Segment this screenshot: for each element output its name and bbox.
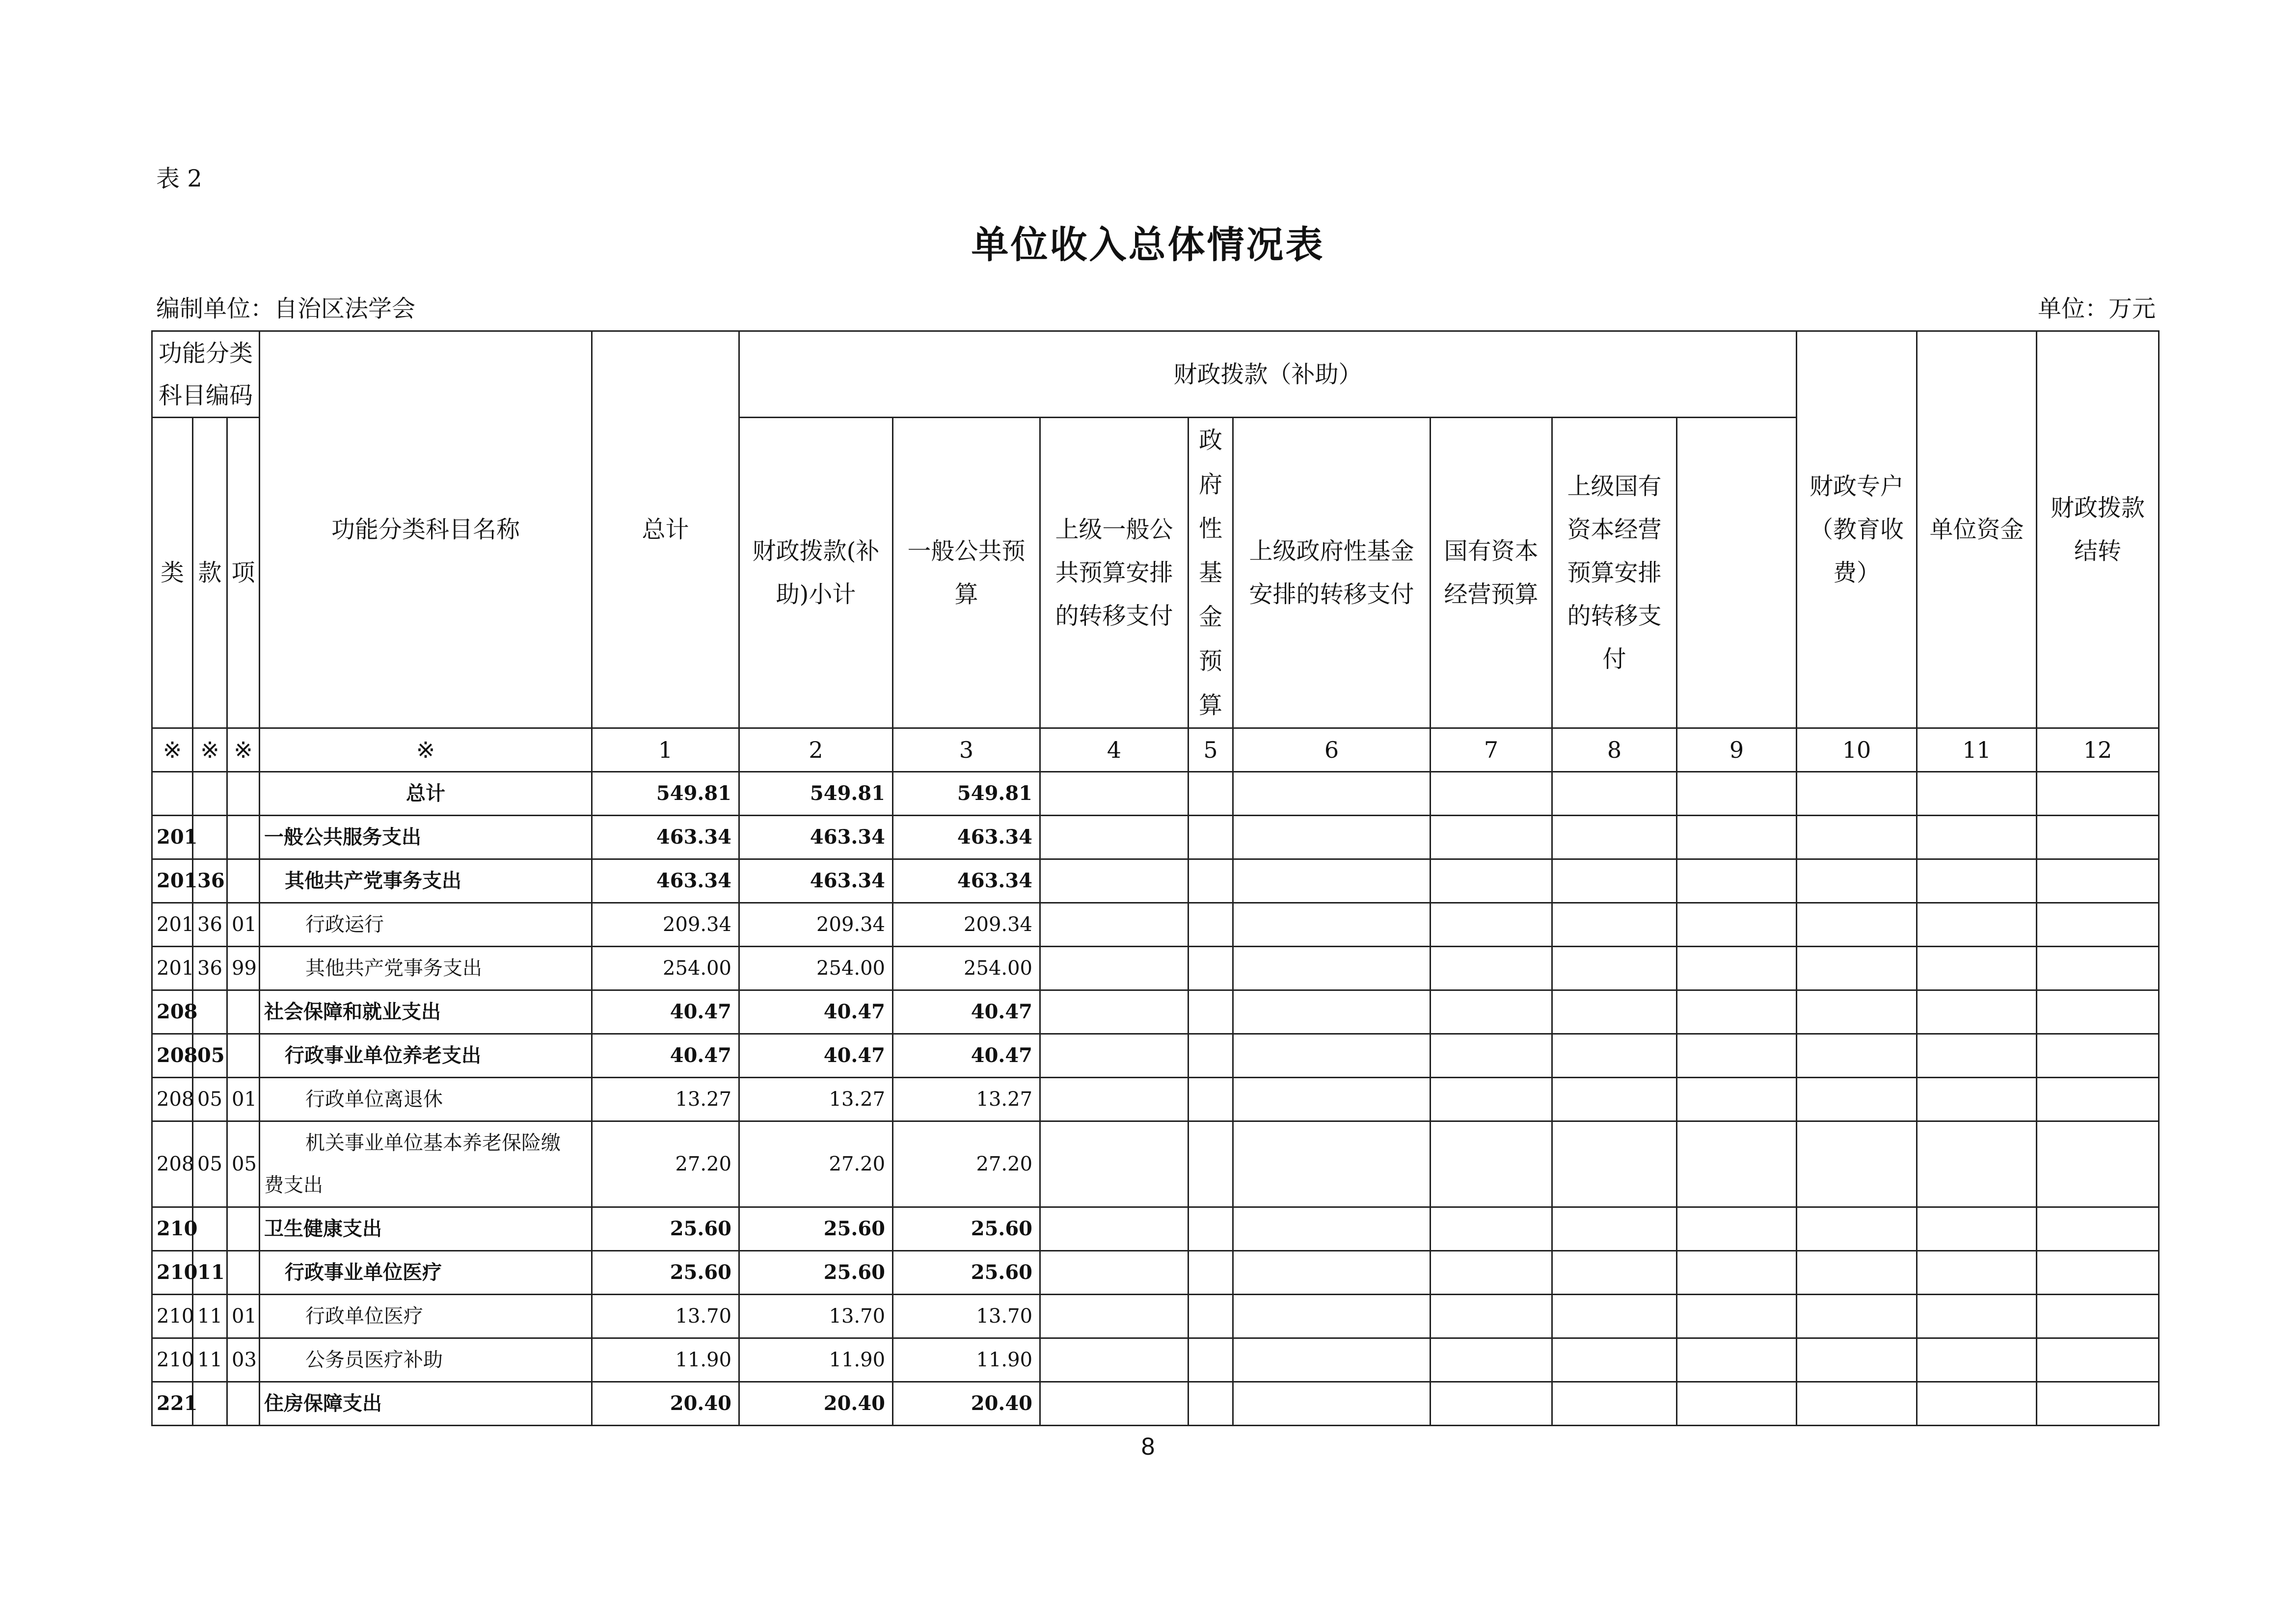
cell-lei: 201	[152, 859, 193, 903]
header-c6: 上级政府性基金安排的转移支付	[1233, 418, 1431, 728]
header-c3: 一般公共预算	[893, 418, 1040, 728]
cell-name: 卫生健康支出	[260, 1207, 592, 1251]
cell-c3: 25.60	[893, 1207, 1040, 1251]
header-c5: 政府性基金预算	[1189, 418, 1233, 728]
cell-xiang: 03	[227, 1338, 260, 1382]
cell-xiang: 01	[227, 1078, 260, 1121]
table-row	[152, 1338, 2159, 1382]
cell-kuan: 11	[193, 1251, 227, 1295]
cell-kuan: 05	[193, 1078, 227, 1121]
cell-c3: 27.20	[893, 1121, 1040, 1207]
cell-kuan: 05	[193, 1121, 227, 1207]
header-kuan: 款	[193, 418, 227, 728]
cell-c3: 20.40	[893, 1382, 1040, 1426]
page-title: 单位收入总体情况表	[971, 223, 1325, 266]
header-c7: 国有资本经营预算	[1431, 418, 1552, 728]
cell-lei: 210	[152, 1251, 193, 1295]
cell-c2: 40.47	[739, 990, 893, 1034]
cell-kuan: 11	[193, 1295, 227, 1338]
index-cell: ※	[152, 728, 193, 772]
cell-lei: 208	[152, 1034, 193, 1078]
page-number: 8	[1141, 1433, 1155, 1460]
cell-c2: 463.34	[739, 859, 893, 903]
header-c4: 上级一般公共预算安排的转移支付	[1040, 418, 1189, 728]
cell-name: 其他共产党事务支出	[260, 947, 592, 990]
cell-c3: 254.00	[893, 947, 1040, 990]
cell-kuan	[193, 990, 227, 1034]
cell-total: 463.34	[592, 816, 739, 859]
header-code-group: 功能分类科目编码	[152, 331, 260, 418]
index-cell: 7	[1431, 728, 1552, 772]
header-c9: 财政专户（教育收费）	[1797, 331, 1917, 728]
header-xiang: 项	[227, 418, 260, 728]
table-row	[152, 1034, 2159, 1078]
table-row	[152, 772, 2159, 816]
cell-xiang	[227, 1207, 260, 1251]
table-label: 表 2	[156, 165, 202, 192]
cell-lei: 210	[152, 1295, 193, 1338]
cell-total: 40.47	[592, 990, 739, 1034]
cell-total: 25.60	[592, 1251, 739, 1295]
cell-name-line1: 机关事业单位基本养老保险缴	[305, 1132, 561, 1154]
table-row	[152, 1121, 2159, 1207]
cell-c3: 40.47	[893, 1034, 1040, 1078]
cell-lei: 201	[152, 903, 193, 947]
cell-kuan	[193, 816, 227, 859]
cell-xiang: 05	[227, 1121, 260, 1207]
cell-kuan	[193, 1382, 227, 1426]
cell-c3: 209.34	[893, 903, 1040, 947]
header-c8: 上级国有资本经营预算安排的转移支付	[1552, 418, 1677, 728]
cell-c2: 463.34	[739, 816, 893, 859]
cell-name: 总计	[260, 772, 592, 816]
header-c10: 单位资金	[1917, 331, 2037, 728]
cell-kuan: 11	[193, 1338, 227, 1382]
header-fiscal-group: 财政拨款（补助）	[739, 331, 1797, 418]
cell-name: 行政运行	[260, 903, 592, 947]
cell-kuan	[193, 772, 227, 816]
cell-total: 209.34	[592, 903, 739, 947]
table-row	[152, 1295, 2159, 1338]
cell-kuan: 36	[193, 903, 227, 947]
index-cell: ※	[193, 728, 227, 772]
cell-total: 25.60	[592, 1207, 739, 1251]
cell-xiang	[227, 1251, 260, 1295]
cell-name: 行政单位医疗	[260, 1295, 592, 1338]
cell-total: 11.90	[592, 1338, 739, 1382]
cell-c3: 463.34	[893, 859, 1040, 903]
cell-xiang	[227, 1034, 260, 1078]
cell-xiang: 01	[227, 1295, 260, 1338]
cell-kuan: 36	[193, 859, 227, 903]
cell-lei: 208	[152, 990, 193, 1034]
cell-c3: 549.81	[893, 772, 1040, 816]
cell-name: 一般公共服务支出	[260, 816, 592, 859]
table-row	[152, 1382, 2159, 1426]
cell-total: 13.27	[592, 1078, 739, 1121]
cell-c3: 11.90	[893, 1338, 1040, 1382]
index-cell: ※	[260, 728, 592, 772]
cell-lei: 210	[152, 1338, 193, 1382]
table-row	[152, 947, 2159, 990]
table-row	[152, 1251, 2159, 1295]
cell-xiang: 01	[227, 903, 260, 947]
index-cell: ※	[227, 728, 260, 772]
header-lei: 类	[152, 418, 193, 728]
cell-c2: 209.34	[739, 903, 893, 947]
index-cell: 12	[2037, 728, 2159, 772]
cell-name: 社会保障和就业支出	[260, 990, 592, 1034]
index-cell: 11	[1917, 728, 2037, 772]
table-row	[152, 1078, 2159, 1121]
header-c11: 财政拨款结转	[2037, 331, 2159, 728]
cell-c2: 11.90	[739, 1338, 893, 1382]
table-row	[152, 859, 2159, 903]
table-row	[152, 1207, 2159, 1251]
cell-lei: 208	[152, 1078, 193, 1121]
cell-c2: 549.81	[739, 772, 893, 816]
cell-total: 254.00	[592, 947, 739, 990]
cell-c3: 13.70	[893, 1295, 1040, 1338]
index-cell: 2	[739, 728, 893, 772]
cell-total: 27.20	[592, 1121, 739, 1207]
cell-name: 行政事业单位养老支出	[260, 1034, 592, 1078]
index-cell: 1	[592, 728, 739, 772]
cell-c2: 40.47	[739, 1034, 893, 1078]
income-table	[151, 330, 2160, 1426]
cell-name: 行政事业单位医疗	[260, 1251, 592, 1295]
cell-name	[260, 1121, 592, 1207]
cell-total: 463.34	[592, 859, 739, 903]
index-cell: 6	[1233, 728, 1431, 772]
cell-xiang: 99	[227, 947, 260, 990]
cell-c3: 25.60	[893, 1251, 1040, 1295]
index-cell: 4	[1040, 728, 1189, 772]
cell-lei: 201	[152, 947, 193, 990]
cell-c3: 463.34	[893, 816, 1040, 859]
cell-c3: 40.47	[893, 990, 1040, 1034]
cell-lei: 208	[152, 1121, 193, 1207]
cell-name-line2: 费支出	[264, 1174, 324, 1197]
header-name: 功能分类科目名称	[260, 331, 592, 728]
cell-c2: 254.00	[739, 947, 893, 990]
cell-name: 其他共产党事务支出	[260, 859, 592, 903]
cell-xiang	[227, 1382, 260, 1426]
index-cell: 9	[1677, 728, 1797, 772]
cell-c2: 13.27	[739, 1078, 893, 1121]
header-c2: 财政拨款(补助)小计	[739, 418, 893, 728]
currency-unit: 单位：万元	[2037, 295, 2156, 322]
table-row	[152, 903, 2159, 947]
header-total: 总计	[592, 331, 739, 728]
cell-name: 住房保障支出	[260, 1382, 592, 1426]
cell-xiang	[227, 990, 260, 1034]
cell-xiang	[227, 772, 260, 816]
cell-c2: 25.60	[739, 1207, 893, 1251]
index-cell: 10	[1797, 728, 1917, 772]
cell-total: 13.70	[592, 1295, 739, 1338]
cell-lei: 201	[152, 816, 193, 859]
cell-name: 公务员医疗补助	[260, 1338, 592, 1382]
index-cell: 5	[1189, 728, 1233, 772]
cell-kuan: 36	[193, 947, 227, 990]
cell-total: 20.40	[592, 1382, 739, 1426]
cell-c2: 20.40	[739, 1382, 893, 1426]
index-cell: 8	[1552, 728, 1677, 772]
index-cell: 3	[893, 728, 1040, 772]
cell-lei: 210	[152, 1207, 193, 1251]
compiling-unit: 编制单位：自治区法学会	[156, 295, 416, 322]
table-row	[152, 816, 2159, 859]
cell-xiang	[227, 859, 260, 903]
cell-name: 行政单位离退休	[260, 1078, 592, 1121]
cell-c2: 25.60	[739, 1251, 893, 1295]
cell-lei: 221	[152, 1382, 193, 1426]
cell-total: 549.81	[592, 772, 739, 816]
cell-total: 40.47	[592, 1034, 739, 1078]
cell-c2: 13.70	[739, 1295, 893, 1338]
cell-xiang	[227, 816, 260, 859]
table-row	[152, 990, 2159, 1034]
cell-c3: 13.27	[893, 1078, 1040, 1121]
cell-kuan	[193, 1207, 227, 1251]
cell-c2: 27.20	[739, 1121, 893, 1207]
cell-lei	[152, 772, 193, 816]
index-row	[152, 728, 2159, 772]
cell-kuan: 05	[193, 1034, 227, 1078]
